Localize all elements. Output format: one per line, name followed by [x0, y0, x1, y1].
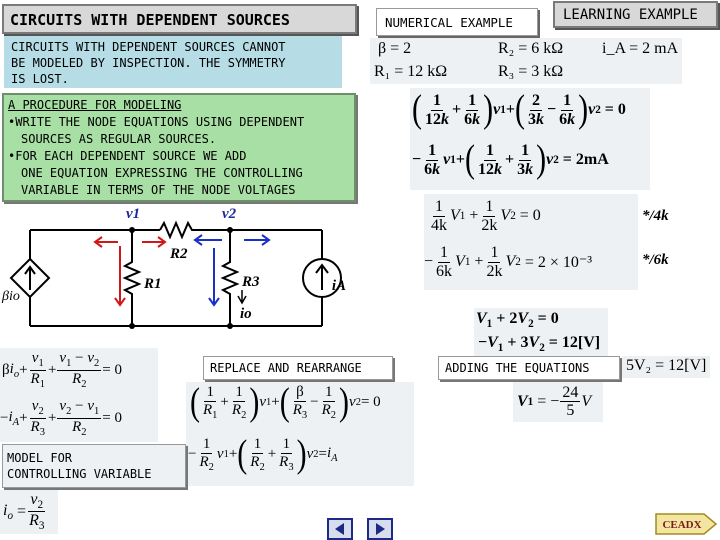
- scaled-eq2-rhs: = 2 × 10⁻³: [524, 254, 593, 272]
- red-right-arrow: [142, 237, 165, 247]
- simplified-system: [474, 308, 608, 356]
- v1-solution: V 1 = − $\frac{24}{5}$ V: [513, 382, 603, 422]
- node-v1-dot: [129, 227, 135, 233]
- io-arrow: [238, 290, 246, 303]
- red-down-arrow: [115, 246, 125, 305]
- slide-title: [2, 4, 357, 34]
- r1-label: R1: [144, 276, 162, 292]
- red-left-arrow: [95, 237, 118, 247]
- circuit-diagram: [0, 204, 350, 344]
- model-line: CONTROLLING VARIABLE: [7, 467, 152, 481]
- blue-right-arrow: [244, 235, 269, 245]
- simplified-eq2-rhs: = 12[V]: [548, 334, 601, 351]
- adding-equations-label: [438, 356, 620, 380]
- kcl-equations: [0, 348, 158, 442]
- r1-resistor: [125, 230, 139, 326]
- procedure-line: •FOR EACH DEPENDENT SOURCE WE ADD: [8, 149, 247, 163]
- simplified-eq-1: $V_1 + 2V_2 = 0$: [476, 310, 559, 331]
- scale-factor-2: */6k: [642, 252, 669, 268]
- ground-node-dot-2: [227, 323, 233, 329]
- result-equation: 5V₂ = 12[V]: [622, 356, 710, 378]
- learning-example-label: [553, 1, 718, 28]
- learning-example-text: LEARNING EXAMPLE: [563, 7, 698, 23]
- r1-value: R₁ = 12 kΩ: [374, 63, 448, 80]
- intro-line: BE MODELED BY INSPECTION. THE SYMMETRY: [11, 56, 286, 70]
- procedure-line: VARIABLE IN TERMS OF THE NODE VOLTAGES: [21, 183, 296, 197]
- rearranged-eq-2: − $\frac{1}{R_2}$ v 1 + ( $\frac{1}{R_2}$ + $\frac{1}{R_3}$ ) v 2 = $i_A$: [188, 432, 338, 476]
- intro-line: IS LOST.: [11, 72, 69, 86]
- io-label: io: [240, 306, 252, 322]
- v1-solution-denominator: 5: [566, 402, 575, 420]
- r3-resistor: [223, 230, 237, 326]
- ia-value: i_A = 2 mA: [602, 40, 679, 57]
- scaled-equations: [424, 194, 638, 290]
- v2-label: v2: [222, 206, 237, 222]
- controlling-variable-label: [2, 444, 186, 488]
- back-button[interactable]: [327, 518, 353, 540]
- simplified-eq-2: $-V_1 + 3V_2 = 12[V]$: [478, 334, 601, 355]
- ceadx-logo[interactable]: [654, 510, 718, 538]
- slide-title-text: CIRCUITS WITH DEPENDENT SOURCES: [10, 11, 290, 29]
- r3-label: R3: [242, 274, 260, 290]
- ground-node-dot: [129, 323, 135, 329]
- scale-factor-1: */4k: [642, 208, 669, 224]
- adding-equations-text: ADDING THE EQUATIONS: [445, 361, 590, 375]
- blue-left-arrow: [195, 235, 222, 245]
- v1-solution-numerator: 24: [562, 383, 579, 401]
- intro-box: [4, 36, 342, 88]
- replace-rearrange-label: [203, 356, 393, 380]
- numeric-eq-1: ( $\frac{1}{12k}$ + $\frac{1}{6k}$ ) v 1 + ( $\frac{2}{3k}$ − $\frac{1}{6k}$ ) v 2 = 0: [412, 88, 626, 132]
- procedure-line: ONE EQUATION EXPRESSING THE CONTROLLING: [21, 166, 303, 180]
- r2-label: R2: [170, 246, 188, 262]
- back-arrow-icon: [332, 521, 348, 537]
- io-equation: $i_o$ = $\frac{v_2}{R_3}$: [0, 490, 58, 534]
- forward-arrow-icon: [372, 521, 388, 537]
- replace-rearrange-text: REPLACE AND REARRANGE: [210, 361, 362, 375]
- v1-label: v1: [126, 206, 141, 222]
- kcl-eq-2: − $i_A$ + $\frac{v_2}{R_3}$ + $\frac{v_2 - v_1}{R_2}$ = 0: [0, 398, 122, 438]
- rearranged-eq-1: ( $\frac{1}{R_1}$ + $\frac{1}{R_2}$ ) v 1 + ( $\frac{\beta}{R_3}$ − $\frac{1}{R_2}$ ) v 2 = 0: [190, 380, 381, 424]
- model-line: MODEL FOR: [7, 451, 73, 465]
- r2-resistor: [160, 223, 196, 237]
- procedure-heading: A PROCEDURE FOR MODELING: [8, 98, 182, 112]
- given-values-panel: [370, 38, 682, 84]
- blue-down-arrow: [209, 248, 219, 305]
- procedure-line: SOURCES AS REGULAR SOURCES.: [21, 132, 217, 146]
- scaled-eq-2: − $\frac{1}{6k}$ V 1 + $\frac{1}{2k}$ V 2 = 2 × 10⁻³: [424, 244, 593, 280]
- numeric-eq-2: − $\frac{1}{6k}$ v 1 + ( $\frac{1}{12k}$ + $\frac{1}{3k}$ ) v 2 = 2mA: [412, 138, 609, 182]
- v1-solution-unit: V: [581, 393, 592, 410]
- scaled-eq1-rhs: = 0: [519, 207, 541, 225]
- node-v2-dot: [227, 227, 233, 233]
- simplified-eq1-rhs: = 0: [537, 310, 559, 327]
- forward-button[interactable]: [367, 518, 393, 540]
- procedure-line: •WRITE THE NODE EQUATIONS USING DEPENDENT: [8, 115, 305, 129]
- ceadx-logo-text: CEADX: [662, 519, 702, 531]
- numerical-example-text: NUMERICAL EXAMPLE: [385, 15, 513, 30]
- procedure-box: [2, 93, 356, 202]
- rearranged-equations: [186, 382, 414, 486]
- dep-source-label: βio: [2, 289, 20, 304]
- scaled-eq-1: $\frac{1}{4k}$ V 1 + $\frac{1}{2k}$ V 2 = 0: [431, 198, 541, 234]
- eq2-rhs: = 2mA: [562, 151, 609, 169]
- r3-value: R₃ = 3 kΩ: [498, 63, 564, 80]
- r2-value: R₂ = 6 kΩ: [498, 40, 564, 57]
- ia-label: iA: [331, 278, 346, 294]
- beta-value: β = 2: [378, 40, 412, 57]
- numeric-node-equations: [410, 88, 650, 190]
- intro-line: CIRCUITS WITH DEPENDENT SOURCES CANNOT: [11, 40, 286, 54]
- kcl-eq-1: β $i_o$ + $\frac{v_1}{R_1}$ + $\frac{v_1 - v_2}{R_2}$ = 0: [2, 350, 122, 390]
- numerical-example-label: [376, 8, 538, 36]
